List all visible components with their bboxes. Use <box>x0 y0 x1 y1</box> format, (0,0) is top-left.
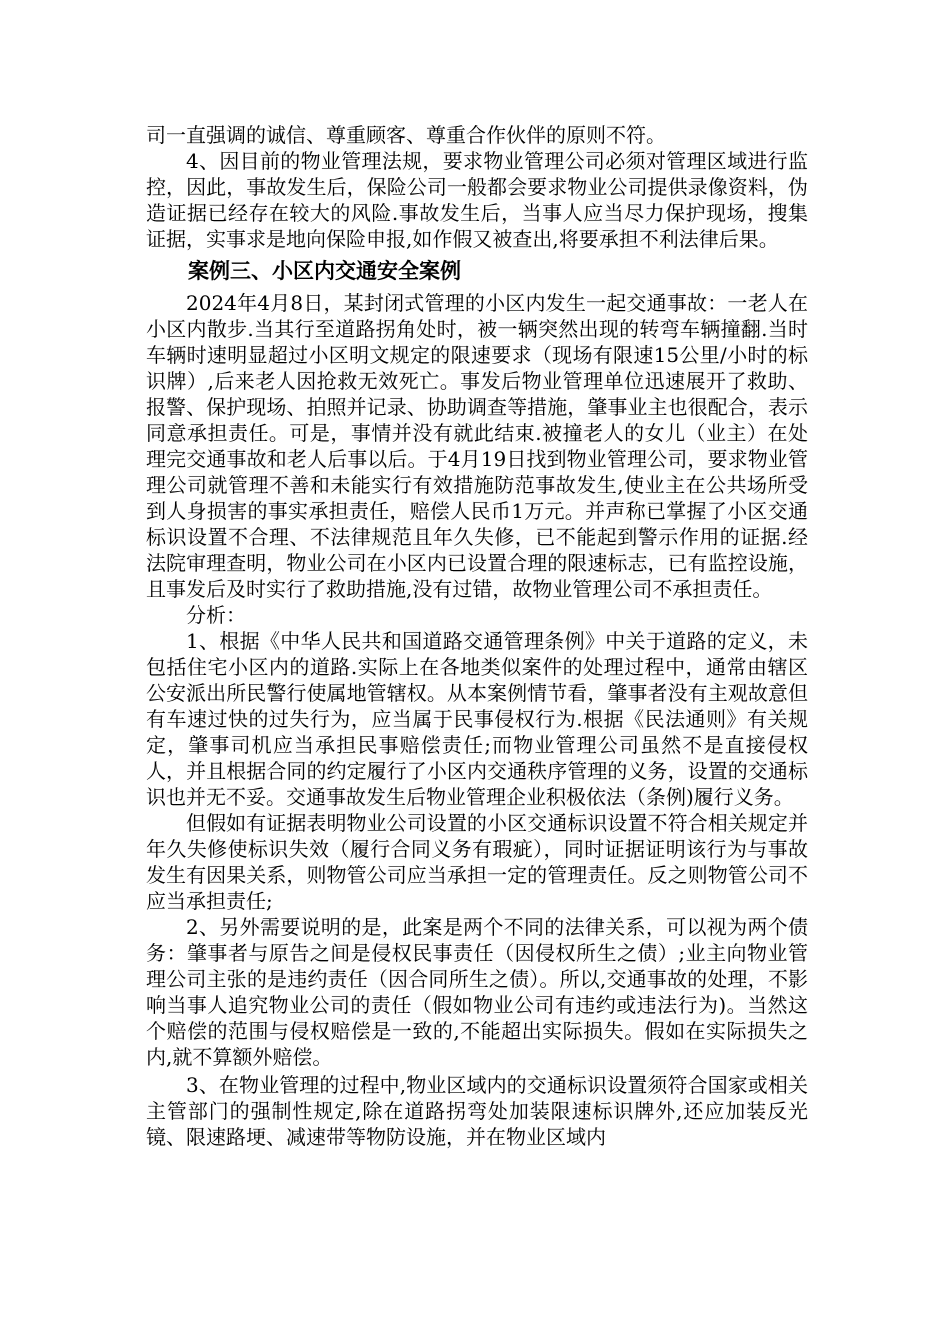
section-heading: 案例三、小区内交通安全案例 <box>188 259 461 283</box>
document-page <box>146 122 808 1150</box>
paragraph-point-4: 4、因目前的物业管理法规，要求物业管理公司必须对管理区域进行监控，因此，事故发生后，保险公司一般都会要求物业公司提供录像资料，伪造证据已经存在较大的风险.事故发生后，当事人应当尽力保护现场，搜集证据，实事求是地向保险申报,如作假又被查出,将要承担不利法律后果。 <box>146 149 808 251</box>
analysis-point-3: 3、在物业管理的过程中,物业区域内的交通标识设置须符合国家或相关主管部门的强制性规定,除在道路拐弯处加装限速标识牌外,还应加装反光镜、限速路埂、减速带等物防设施，并在物业区域内 <box>146 1073 808 1149</box>
analysis-point-1-continued: 但假如有证据表明物业公司设置的小区交通标识设置不符合相关规定并年久失修使标识失效（履行合同义务有瑕疵），同时证据证明该行为与事故发生有因果关系，则物管公司应当承担一定的管理责任。反之则物管公司不应当承担责任; <box>146 811 808 913</box>
analysis-point-2: 2、另外需要说明的是，此案是两个不同的法律关系，可以视为两个债务：肇事者与原告之间是侵权民事责任（因侵权所生之债）;业主向物业管理公司主张的是违约责任（因合同所生之债）。所以,交通事故的处理，不影响当事人追究物业公司的责任（假如物业公司有违约或违法行为)。当然这个赔偿的范围与侵权赔偿是一致的,不能超出实际损失。假如在实际损失之内,就不算额外赔偿。 <box>146 915 808 1069</box>
analysis-label: 分析： <box>186 603 246 627</box>
paragraph-continuation: 司一直强调的诚信、尊重顾客、尊重合作伙伴的原则不符。 <box>146 123 666 147</box>
analysis-point-1: 1、根据《中华人民共和国道路交通管理条例》中关于道路的定义，未包括住宅小区内的道路.实际上在各地类似案件的处理过程中，通常由辖区公安派出所民警行使属地管辖权。从本案例情节看，肇事者没有主观故意但有车速过快的过失行为，应当属于民事侵权行为.根据《民法通则》有关规定，肇事司机应当承担民事赔偿责任;而物业管理公司虽然不是直接侵权人，并且根据合同的约定履行了小区内交通秩序管理的义务，设置的交通标识也并无不妥。交通事故发生后物业管理企业积极依法（条例)履行义务。 <box>146 629 808 809</box>
case-description-paragraph: 2024年4月8日，某封闭式管理的小区内发生一起交通事故：一老人在小区内散步.当其行至道路拐角处时，被一辆突然出现的转弯车辆撞翻.当时车辆时速明显超过小区明文规定的限速要求（现场有限速15公里/小时的标识牌）,后来老人因抢救无效死亡。事发后物业管理单位迅速展开了救助、报警、保护现场、拍照并记录、协助调查等措施，肇事业主也很配合，表示同意承担责任。可是，事情并没有就此结束.被撞老人的女儿（业主）在处理完交通事故和老人后事以后。于4月19日找到物业管理公司，要求物业管理公司就管理不善和未能实行有效措施防范事故发生,使业主在公共场所受到人身损害的事实承担责任，赔偿人民币1万元。并声称已掌握了小区交通标识设置不合理、不法律规范且年久失修，已不能起到警示作用的证据.经法院审理查明，物业公司在小区内已设置合理的限速标志，已有监控设施，且事发后及时实行了救助措施,没有过错，故物业管理公司不承担责任。 <box>146 291 808 601</box>
